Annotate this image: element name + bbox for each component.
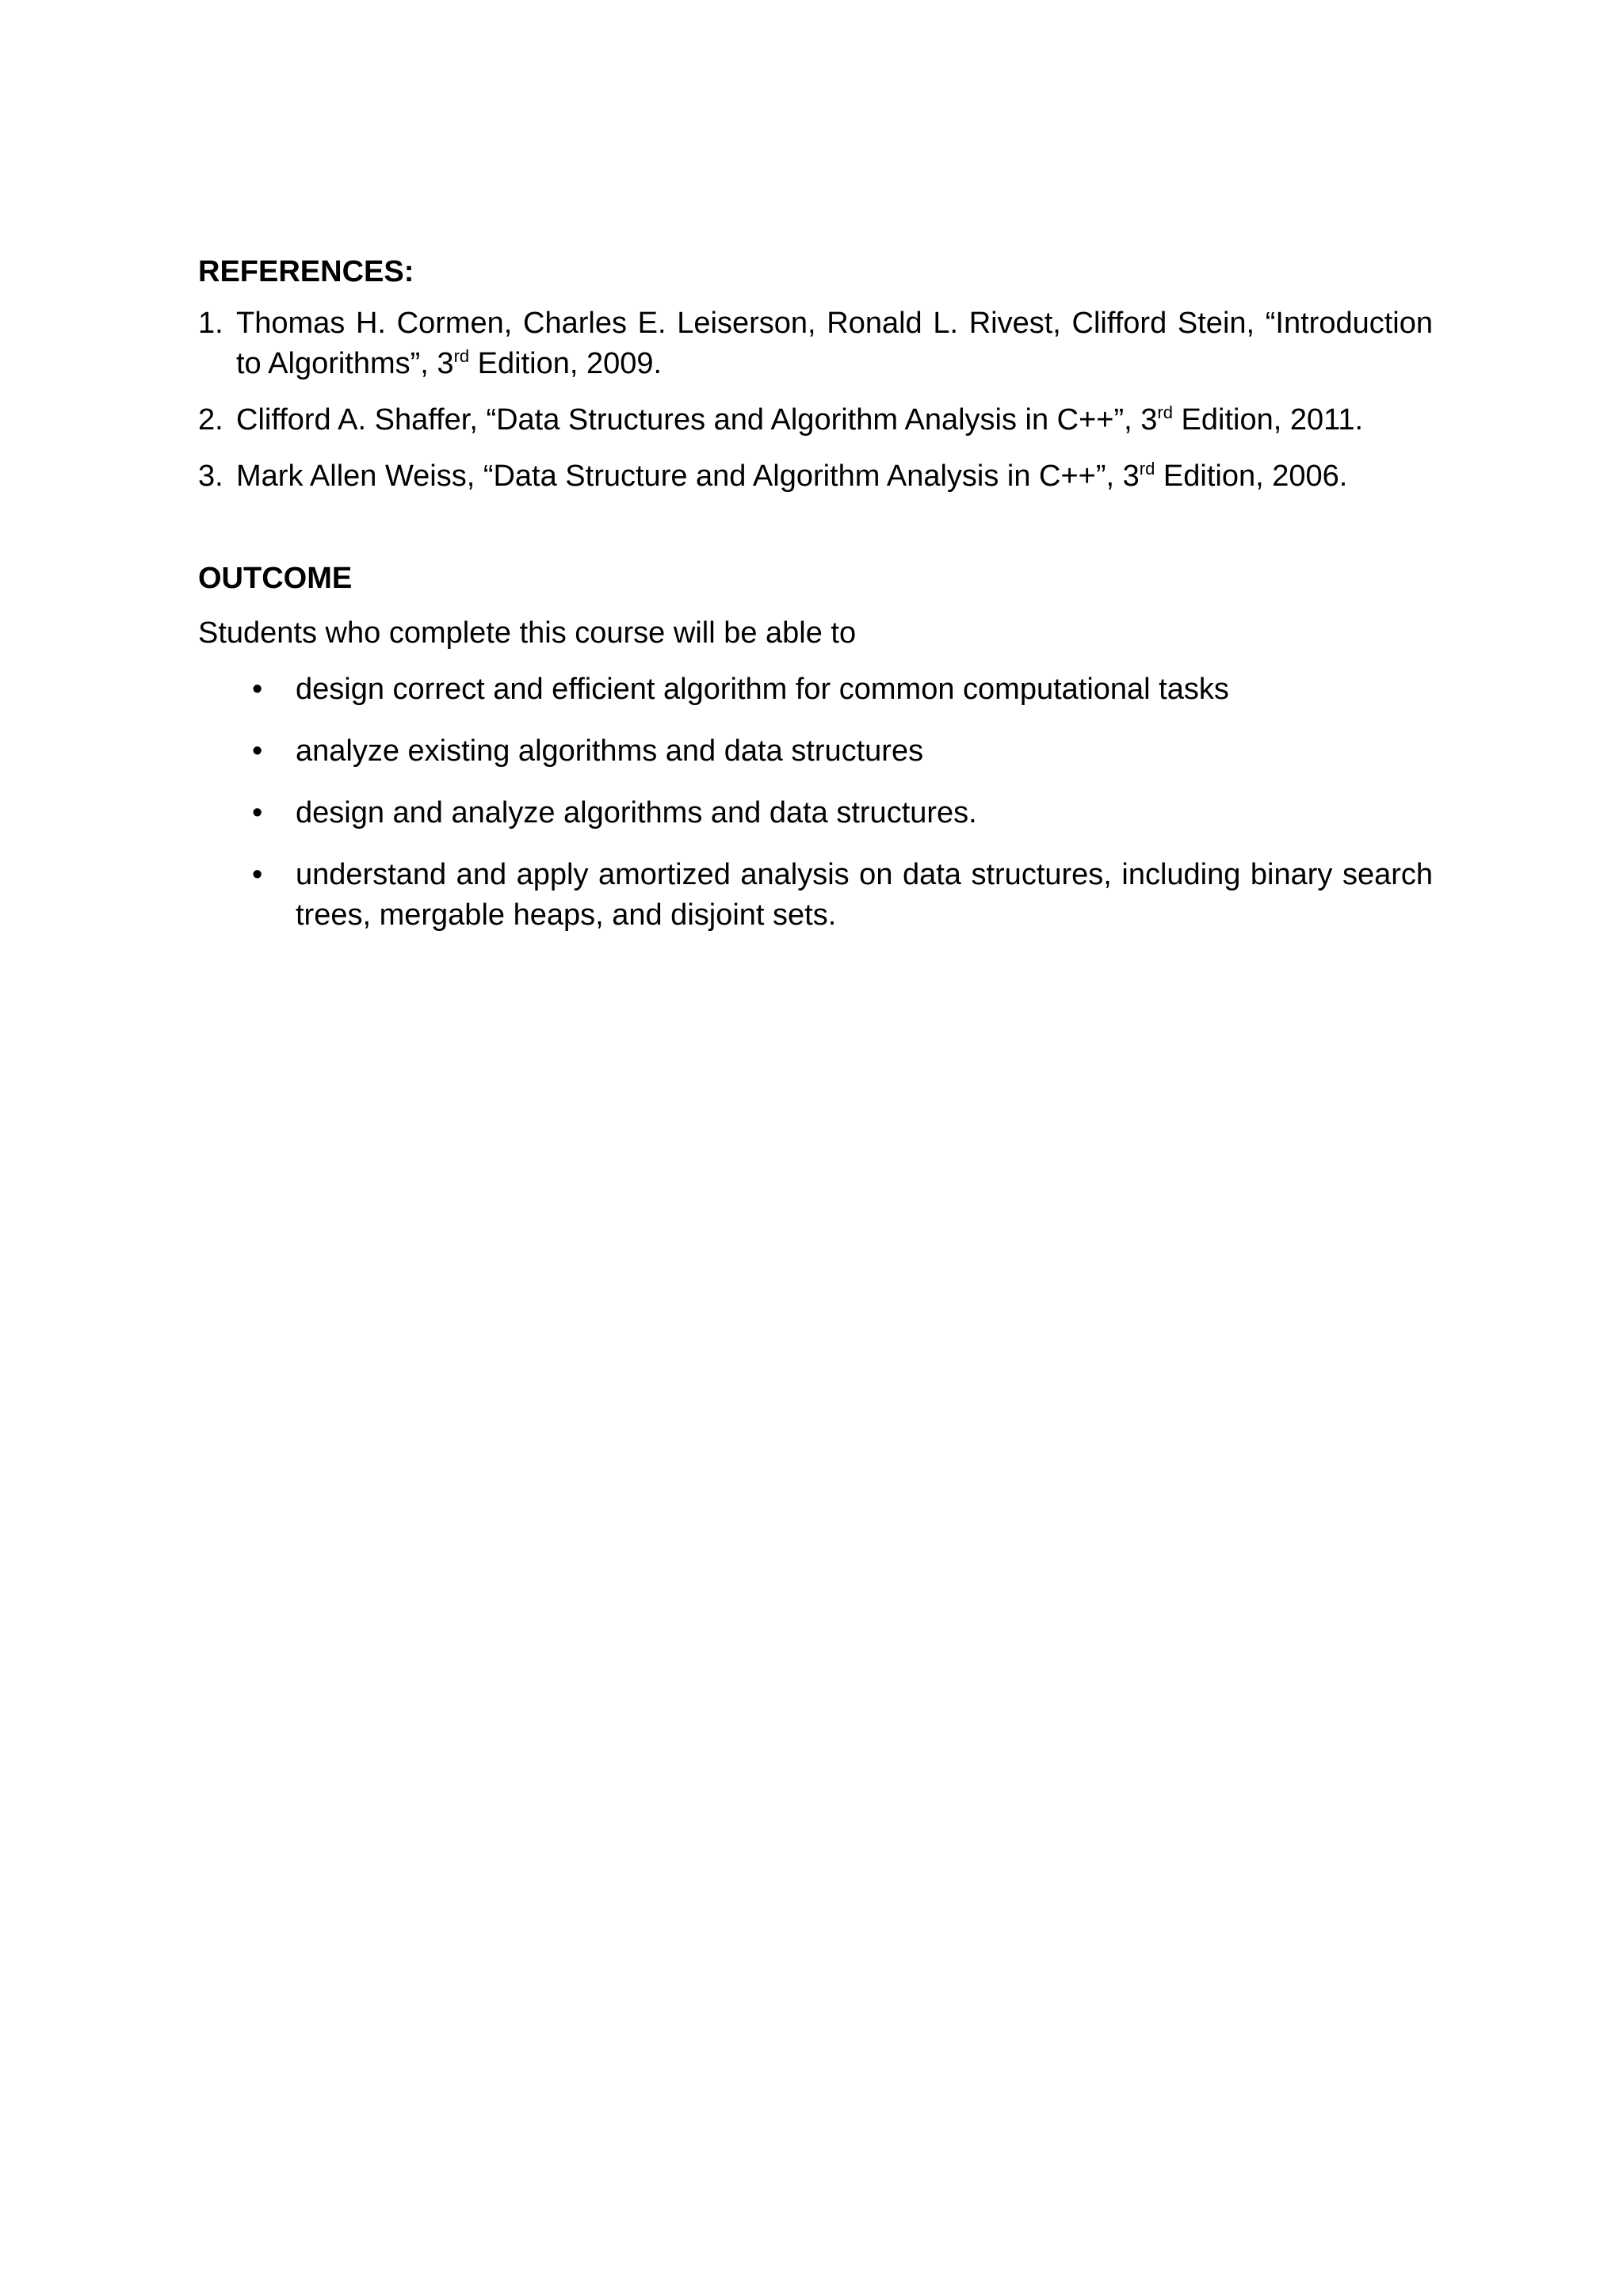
bullet-icon: • bbox=[252, 796, 263, 830]
reference-number: 2. bbox=[198, 403, 223, 437]
reference-number: 1. bbox=[198, 307, 223, 340]
outcome-text: design correct and efficient algorithm for common computational tasks bbox=[296, 673, 1229, 706]
outcome-item-3 bbox=[198, 793, 1433, 833]
reference-text: Clifford A. Shaffer, “Data Structures and Algorithm Analysis in C++”, 3 bbox=[236, 403, 1158, 437]
reference-item-1 bbox=[198, 303, 1433, 384]
reference-text-tail: Edition, 2011. bbox=[1172, 403, 1364, 437]
bullet-icon: • bbox=[252, 673, 263, 706]
outcome-item-2 bbox=[198, 731, 1433, 772]
outcome-intro: Students who complete this course will be able to bbox=[198, 616, 857, 650]
outcome-text: design and analyze algorithms and data structures. bbox=[296, 796, 977, 830]
references-heading: REFERENCES: bbox=[198, 255, 414, 288]
reference-text-tail: Edition, 2009. bbox=[469, 347, 663, 380]
outcome-text: analyze existing algorithms and data structures bbox=[296, 734, 924, 768]
references-list bbox=[198, 303, 1433, 497]
reference-item-2 bbox=[198, 400, 1433, 441]
reference-number: 3. bbox=[198, 460, 223, 493]
reference-superscript: rd bbox=[1157, 402, 1173, 422]
outcome-item-4 bbox=[198, 855, 1433, 936]
reference-superscript: rd bbox=[1139, 459, 1155, 479]
outcome-heading: OUTCOME bbox=[198, 562, 353, 595]
reference-item-3 bbox=[198, 456, 1433, 497]
reference-text: Mark Allen Weiss, “Data Structure and Algorithm Analysis in C++”, 3 bbox=[236, 460, 1140, 493]
reference-text: Thomas H. Cormen, Charles E. Leiserson, Ronald L. Rivest, Clifford Stein, “Introduction to Algorithms”, 3 bbox=[236, 307, 1433, 380]
bullet-icon: • bbox=[252, 858, 263, 891]
page-content bbox=[198, 252, 1433, 957]
bullet-icon: • bbox=[252, 734, 263, 768]
outcome-item-1 bbox=[198, 669, 1433, 710]
outcome-list bbox=[198, 669, 1433, 936]
outcome-text: understand and apply amortized analysis on data structures, including binary search trees, mergable heaps, and disjoint sets. bbox=[296, 858, 1433, 932]
reference-superscript: rd bbox=[453, 346, 470, 366]
reference-text-tail: Edition, 2006. bbox=[1155, 460, 1348, 493]
